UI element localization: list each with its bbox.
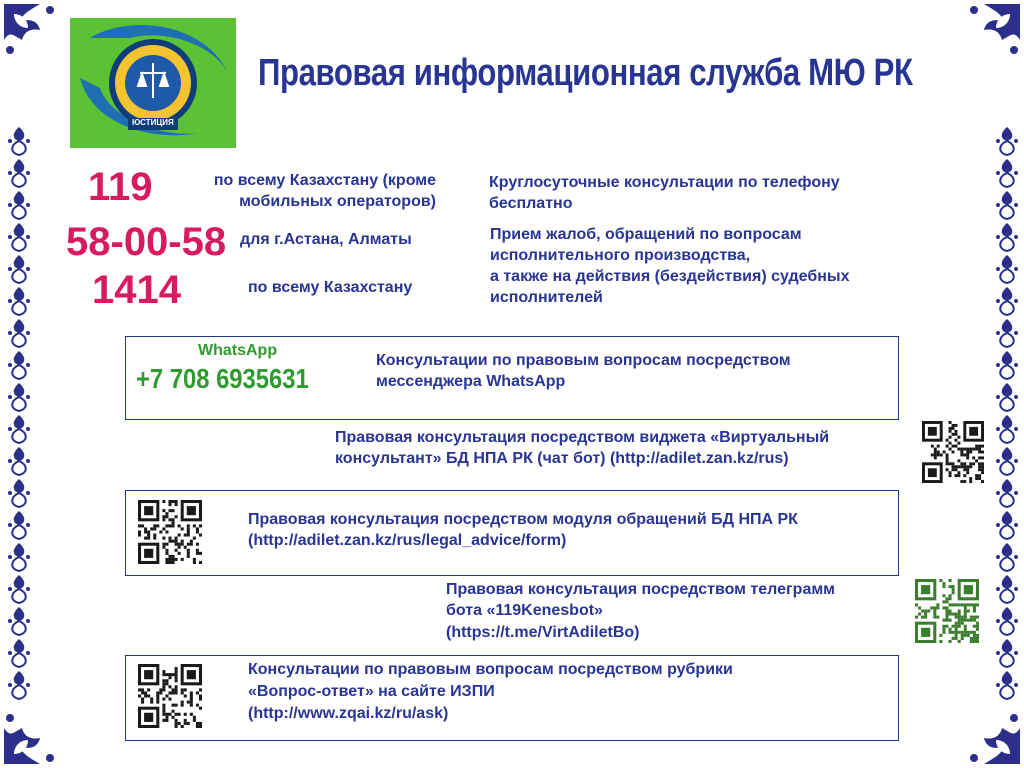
whatsapp-desc: Консультации по правовым вопросам посредством мессенджера WhatsApp	[376, 352, 791, 390]
telegram-line-1: Правовая консультация посредством телеграмм	[446, 581, 836, 598]
whatsapp-label: WhatsApp	[198, 342, 278, 359]
page-title: Правовая информационная служба МЮ РК	[258, 52, 913, 94]
left-ornament-band	[6, 125, 32, 700]
qr-code-icon[interactable]	[915, 579, 979, 643]
hotline-desc-1414: по всему Казахстану	[248, 279, 413, 296]
telegram-line-3: (https://t.me/VirtAdiletBo)	[446, 624, 640, 641]
right-ornament-band	[994, 125, 1020, 700]
qr-code-icon[interactable]	[138, 664, 202, 728]
consult-info: Круглосуточные консультации по телефону бесплатно	[489, 174, 840, 212]
whatsapp-phone[interactable]: +7 708 6935631	[136, 363, 309, 394]
izpi-line-1: Консультации по правовым вопросам посредством рубрики	[248, 661, 733, 678]
justice-emblem-icon	[70, 18, 236, 148]
hotline-desc-119: по всему Казахстану (кроме мобильных операторов)	[213, 172, 436, 210]
virtual-consultant-text: Правовая консультация посредством виджета «Виртуальный консультант» БД НПА РК (чат бот) (http://adilet.zan.kz/rus)	[335, 429, 830, 467]
corner-ornament-bottom-right	[954, 698, 1024, 768]
telegram-line-2: бота «119Kenesbot»	[446, 602, 603, 619]
izpi-line-3: (http://www.zqai.kz/ru/ask)	[248, 705, 449, 722]
complaints-info-1: Прием жалоб, обращений по вопросам исполнительного производства,	[490, 226, 802, 264]
logo-caption: ЮСТИЦИЯ	[132, 118, 174, 127]
whatsapp-box	[125, 336, 899, 420]
hotline-number-580058: 58-00-58	[66, 220, 227, 264]
qr-code-icon[interactable]	[138, 500, 202, 564]
corner-ornament-top-right	[954, 0, 1024, 70]
corner-ornament-bottom-left	[0, 698, 70, 768]
hotline-number-119: 119	[88, 165, 153, 209]
hotline-number-1414: 1414	[92, 268, 181, 312]
complaints-info-2: а также на действия (бездействия) судебных исполнителей	[490, 268, 850, 306]
legal-advice-text: Правовая консультация посредством модуля обращений БД НПА РК (http://adilet.zan.kz/rus/legal_advice/form)	[248, 511, 798, 549]
hotline-desc-580058: для г.Астана, Алматы	[240, 231, 412, 248]
ministry-logo	[70, 18, 236, 148]
izpi-line-2: «Вопрос-ответ» на сайте ИЗПИ	[248, 683, 495, 700]
qr-code-icon[interactable]	[922, 421, 984, 483]
corner-ornament-top-left	[0, 0, 70, 70]
